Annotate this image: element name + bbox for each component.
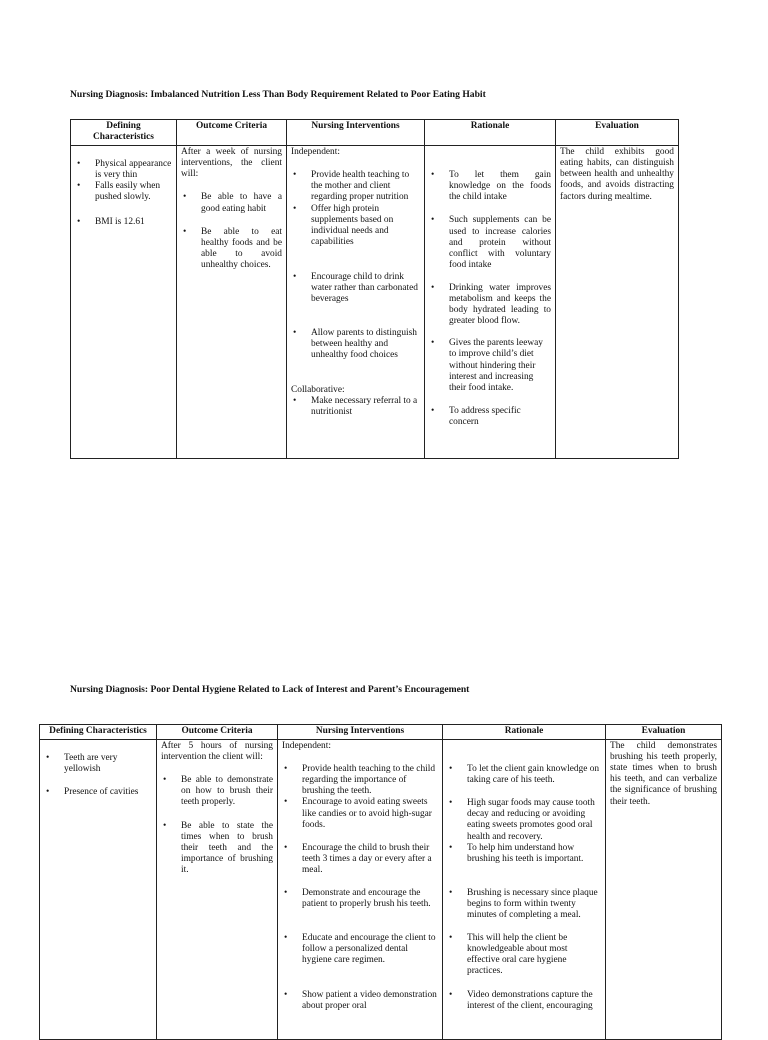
defining-characteristics-cell [71,146,177,459]
list-item: • Allow parents to distinguish between healthy and unhealthy food choices [291,328,420,361]
list-item: • To address specific concern [429,406,551,428]
col-outcome-criteria: Outcome Criteria [157,725,278,740]
list-item: • Brushing is necessary since plaque begins to form within twenty minutes of completing a meal. [447,888,601,921]
rationale-cell [443,740,606,1040]
list-item: • Make necessary referral to a nutritionist [291,396,420,418]
list-item: • Such supplements can be used to increase calories and protein without conflict with voluntary food intake [429,215,551,270]
col-rationale: Rationale [425,120,556,146]
evaluation-cell: The child exhibits good eating habits, can distinguish between health and unhealthy foods, and avoids distracting factors during mealtime. [556,146,679,459]
col-rationale: Rationale [443,725,606,740]
list-item: • Provide health teaching to the mother and client regarding proper nutrition [291,170,420,203]
col-outcome-criteria: Outcome Criteria [177,120,287,146]
list-item: • Encourage the child to brush their teeth 3 times a day or every after a meal. [282,843,438,876]
col-evaluation: Evaluation [556,120,679,146]
col-defining-characteristics: Defining Characteristics [71,120,177,146]
list-item: • To let them gain knowledge on the foods the child intake [429,170,551,203]
list-item: • Demonstrate and encourage the patient to properly brush his teeth. [282,888,438,910]
list-item: • Provide health teaching to the child regarding the importance of brushing the teeth. [282,764,438,797]
outcome-intro: After 5 hours of nursing intervention the client will: [161,741,273,763]
independent-label: Independent: [282,741,331,752]
list-item: • Physical appearance is very thin [75,159,172,181]
list-item: • Offer high protein supplements based on individual needs and capabilities [291,204,420,248]
list-item: • Video demonstrations capture the interest of the client, encouraging [447,990,601,1012]
evaluation-cell: The child demonstrates brushing his teeth properly, state times when to brush his teeth, and can verbalize the significance of brushing their teeth. [606,740,722,1040]
table-row [71,146,679,459]
list-item: • High sugar foods may cause tooth decay and reducing or avoiding eating sweets promotes good oral health and recovery. [447,798,601,842]
col-defining-characteristics: Defining Characteristics [40,725,157,740]
outcome-criteria-cell [177,146,287,459]
list-item: • Falls easily when pushed slowly. [75,181,172,203]
outcome-criteria-cell [157,740,278,1040]
collaborative-label: Collaborative: [291,384,345,395]
list-item: • Encourage child to drink water rather than carbonated beverages [291,272,420,305]
list-item: • Be able to state the times when to brush their teeth and the importance of brushing it. [161,821,273,876]
list-item: • Educate and encourage the client to follow a personalized dental hygiene care regimen. [282,933,438,966]
table-header-row [71,120,679,146]
rationale-cell [425,146,556,459]
outcome-intro: After a week of nursing interventions, the client will: [181,147,282,180]
plan1-heading: Nursing Diagnosis: Imbalanced Nutrition Less Than Body Requirement Related to Poor Eating Habit [70,89,486,100]
list-item: • Show patient a video demonstration about proper oral [282,990,438,1012]
table-row [40,740,722,1040]
col-evaluation: Evaluation [606,725,722,740]
plan2-heading: Nursing Diagnosis: Poor Dental Hygiene Related to Lack of Interest and Parent’s Encouragement [70,684,470,695]
col-nursing-interventions: Nursing Interventions [287,120,425,146]
list-item: • To help him understand how brushing his teeth is important. [447,843,601,865]
list-item: • BMI is 12.61 [75,217,172,228]
list-item: • Be able to demonstrate on how to brush their teeth properly. [161,775,273,808]
table-header-row [40,725,722,740]
list-item: • Drinking water improves metabolism and keeps the body hydrated leading to greater blood flow. [429,283,551,327]
nursing-interventions-cell [278,740,443,1040]
list-item: • This will help the client be knowledgeable about most effective oral care hygiene practices. [447,933,601,977]
list-item: • Teeth are very yellowish [44,753,152,775]
defining-characteristics-cell [40,740,157,1040]
nursing-interventions-cell [287,146,425,459]
list-item: • Presence of cavities [44,787,152,798]
independent-label: Independent: [291,147,340,158]
list-item: • To let the client gain knowledge on taking care of his teeth. [447,764,601,786]
col-nursing-interventions: Nursing Interventions [278,725,443,740]
care-plan-table-2 [39,724,722,1040]
list-item: • Gives the parents leeway to improve child’s diet without hindering their interest and increasing their food intake. [429,338,551,393]
list-item: • Encourage to avoid eating sweets like candies or to avoid high-sugar foods. [282,797,438,830]
care-plan-table-1 [70,119,679,459]
list-item: • Be able to eat healthy foods and be able to avoid unhealthy choices. [181,227,282,271]
list-item: • Be able to have a good eating habit [181,192,282,214]
